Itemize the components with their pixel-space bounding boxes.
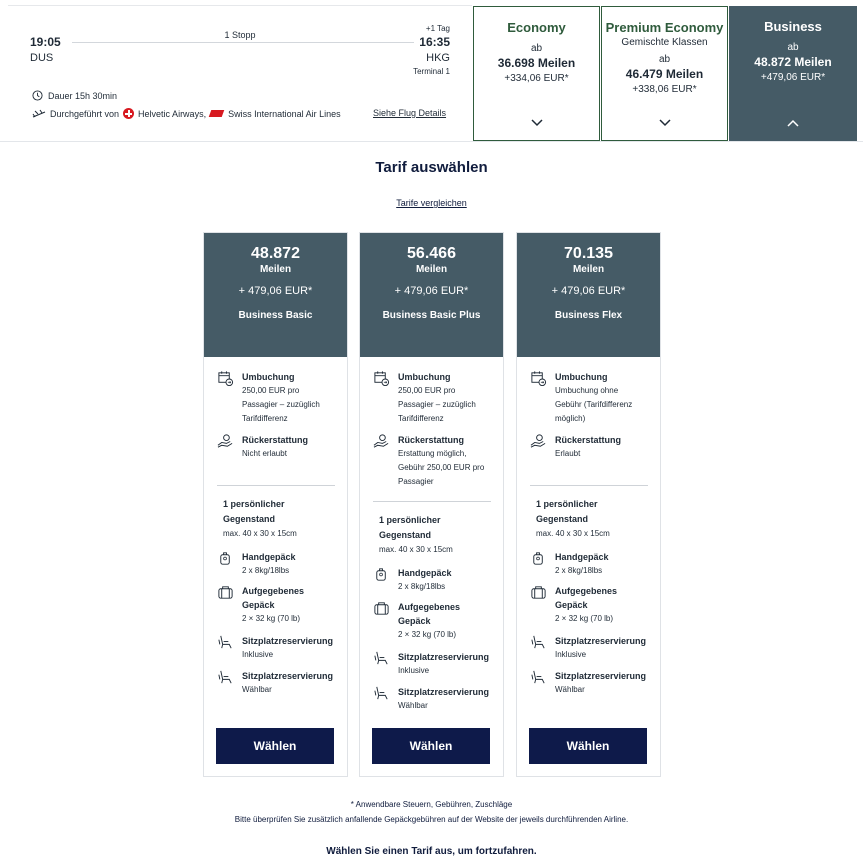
chevron-up-icon [785, 115, 801, 131]
seat-icon [217, 634, 235, 652]
feature-title: Gepäck [555, 600, 588, 610]
cabin-from-label: ab [530, 43, 543, 54]
airline-helvetic: Helvetic Airways, [138, 108, 207, 119]
feature-text: Wählbar [242, 685, 272, 694]
route-line [72, 42, 414, 43]
suitcase-icon [530, 584, 548, 602]
divider [217, 485, 335, 486]
feature-text: Wählbar [555, 685, 585, 694]
fare-miles-label: Meilen [572, 264, 605, 275]
feature-text: Inklusive [555, 650, 587, 659]
select-fare-prompt: Wählen Sie einen Tarif aus, um fortzufahren. [326, 846, 537, 857]
fare-miles-label: Meilen [259, 264, 292, 275]
baggage-footnote: Bitte überprüfen Sie zusätzlich anfallende Gepäckgebühren auf der Website der jeweils durchführenden Airline. [234, 815, 629, 824]
feature-title: Gegenstand [379, 530, 432, 540]
calendar-change-icon [373, 370, 391, 388]
chevron-down-icon [657, 114, 673, 130]
fare-miles: 70.135 [564, 245, 613, 262]
taxes-footnote: * Anwendbare Steuern, Gebühren, Zuschläge [350, 800, 513, 809]
flight-duration [32, 90, 117, 101]
cabin-subtitle: Gemischte Klassen [621, 37, 708, 48]
operated-by [32, 108, 341, 119]
feature-title: Handgepäck [555, 552, 609, 562]
feature-personal-item [223, 497, 343, 541]
feature-text: Passagier [398, 477, 434, 486]
feature-text: 2 × 32 kg (70 lb) [242, 614, 301, 623]
fare-card-header [204, 233, 347, 357]
cabin-name: Economy [507, 20, 566, 35]
feature-text: Erlaubt [555, 449, 581, 458]
refund-hand-icon [373, 433, 391, 451]
arrival-time: 16:35 [419, 35, 450, 49]
choose-fare-button[interactable]: Wählen [529, 728, 647, 764]
feature-text: Gebühr (Tarifdifferenz [555, 400, 633, 409]
fare-eur: + 479,06 EUR* [238, 285, 313, 297]
cabin-from-label: ab [787, 42, 799, 53]
feature-title: Sitzplatzreservierung [242, 636, 334, 646]
carry-on-bag-icon [217, 550, 235, 568]
plus-day-label: +1 Tag [425, 24, 450, 33]
feature-text: Tarifdifferenz [398, 414, 444, 423]
stops-label: 1 Stopp [224, 30, 256, 40]
choose-fare-button[interactable]: Wählen [372, 728, 490, 764]
feature-title: Sitzplatzreservierung [398, 652, 490, 662]
feature-title: Gegenstand [536, 514, 589, 524]
cabin-economy[interactable] [473, 6, 600, 141]
feature-title: Handgepäck [242, 552, 296, 562]
feature-text: 2 x 8kg/18lbs [242, 566, 290, 575]
feature-text: 2 x 8kg/18lbs [398, 582, 446, 591]
seat-icon [373, 685, 391, 703]
airline-swiss: Swiss International Air Lines [228, 108, 341, 119]
helvetic-logo-icon [123, 108, 134, 119]
feature-title: Rückerstattung [555, 435, 622, 445]
feature-text: max. 40 x 30 x 15cm [223, 529, 297, 538]
feature-title: Gepäck [398, 616, 431, 626]
fare-miles: 56.466 [407, 245, 456, 262]
feature-personal-item [536, 497, 656, 541]
feature-title: Rückerstattung [242, 435, 309, 445]
seat-icon [530, 669, 548, 687]
cabin-miles: 36.698 Meilen [497, 56, 576, 70]
plane-icon [32, 108, 46, 119]
choose-fare-button[interactable]: Wählen [216, 728, 334, 764]
calendar-change-icon [217, 370, 235, 388]
feature-text: 2 × 32 kg (70 lb) [555, 614, 614, 623]
feature-text: möglich) [555, 414, 586, 423]
flight-details-link[interactable]: Siehe Flug Details [373, 108, 447, 118]
cabin-eur: +479,06 EUR* [760, 72, 826, 83]
carry-on-bag-icon [530, 550, 548, 568]
suitcase-icon [373, 600, 391, 618]
feature-text: max. 40 x 30 x 15cm [379, 545, 453, 554]
fare-card-business-basic [203, 232, 348, 777]
feature-text: max. 40 x 30 x 15cm [536, 529, 610, 538]
fare-name: Business Basic [238, 310, 313, 321]
clock-icon [32, 90, 43, 101]
feature-text: Passagier – zuzüglich [242, 400, 320, 409]
calendar-change-icon [530, 370, 548, 388]
seat-icon [217, 669, 235, 687]
feature-title: Aufgegebenes [398, 602, 461, 612]
divider [530, 485, 648, 486]
cabin-miles: 48.872 Meilen [754, 55, 832, 69]
feature-title: Handgepäck [398, 568, 452, 578]
feature-title: 1 persönlicher [379, 515, 441, 525]
feature-title: Aufgegebenes [242, 586, 305, 596]
fare-card-business-basic-plus [359, 232, 504, 777]
cabin-premium-economy[interactable] [601, 6, 728, 141]
feature-text: 250,00 EUR pro [242, 386, 300, 395]
departure-airport: DUS [30, 52, 54, 64]
feature-text: Inklusive [242, 650, 274, 659]
feature-text: Gebühr 250,00 EUR pro [398, 463, 485, 472]
feature-text: Erstattung möglich, [398, 449, 467, 458]
divider [373, 501, 491, 502]
fare-eur: + 479,06 EUR* [394, 285, 469, 297]
flight-summary [0, 0, 863, 142]
feature-text: Umbuchung ohne [555, 386, 619, 395]
feature-title: Gepäck [242, 600, 275, 610]
cabin-miles: 46.479 Meilen [625, 67, 704, 81]
feature-title: Sitzplatzreservierung [242, 671, 334, 681]
feature-title: Sitzplatzreservierung [398, 687, 490, 697]
feature-title: 1 persönlicher [536, 499, 598, 509]
cabin-from-label: ab [658, 54, 671, 65]
compare-fares-link[interactable]: Tarife vergleichen [396, 198, 467, 208]
feature-text: Inklusive [398, 666, 430, 675]
cabin-name: Premium Economy [605, 20, 724, 35]
feature-title: Umbuchung [398, 372, 451, 382]
fare-card-header [517, 233, 660, 357]
swiss-logo-icon [210, 109, 224, 118]
feature-personal-item [379, 513, 499, 557]
refund-hand-icon [217, 433, 235, 451]
feature-text: Passagier – zuzüglich [398, 400, 476, 409]
suitcase-icon [217, 584, 235, 602]
fare-card-business-flex [516, 232, 661, 777]
fare-eur: + 479,06 EUR* [551, 285, 626, 297]
carry-on-bag-icon [373, 566, 391, 584]
cabin-name: Business [764, 19, 822, 34]
fare-miles: 48.872 [251, 245, 300, 262]
operated-prefix: Durchgeführt von [50, 108, 120, 119]
feature-text: 2 × 32 kg (70 lb) [398, 630, 457, 639]
feature-text: Tarifdifferenz [242, 414, 288, 423]
cabin-eur: +338,06 EUR* [632, 84, 697, 95]
duration-text: Dauer 15h 30min [48, 90, 118, 101]
feature-text: Wählbar [398, 701, 428, 710]
feature-text: 250,00 EUR pro [398, 386, 456, 395]
feature-title: Sitzplatzreservierung [555, 671, 647, 681]
feature-title: 1 persönlicher [223, 499, 285, 509]
fare-name: Business Basic Plus [382, 310, 481, 321]
departure-time: 19:05 [30, 35, 61, 49]
feature-title: Umbuchung [555, 372, 608, 382]
arrival-airport: HKG [426, 52, 450, 64]
feature-title: Sitzplatzreservierung [555, 636, 647, 646]
feature-text: Nicht erlaubt [242, 449, 287, 458]
arrival-terminal: Terminal 1 [413, 67, 450, 76]
cabin-eur: +334,06 EUR* [504, 73, 569, 84]
seat-icon [530, 634, 548, 652]
chevron-down-icon [529, 114, 545, 130]
refund-hand-icon [530, 433, 548, 451]
fare-name: Business Flex [554, 310, 623, 321]
seat-icon [373, 650, 391, 668]
fare-card-header [360, 233, 503, 357]
feature-title: Rückerstattung [398, 435, 465, 445]
feature-title: Gegenstand [223, 514, 276, 524]
feature-title: Umbuchung [242, 372, 295, 382]
feature-title: Aufgegebenes [555, 586, 618, 596]
fare-miles-label: Meilen [415, 264, 448, 275]
feature-text: 2 x 8kg/18lbs [555, 566, 603, 575]
cabin-business[interactable] [729, 6, 857, 141]
fare-section-title: Tarif auswählen [375, 159, 488, 176]
